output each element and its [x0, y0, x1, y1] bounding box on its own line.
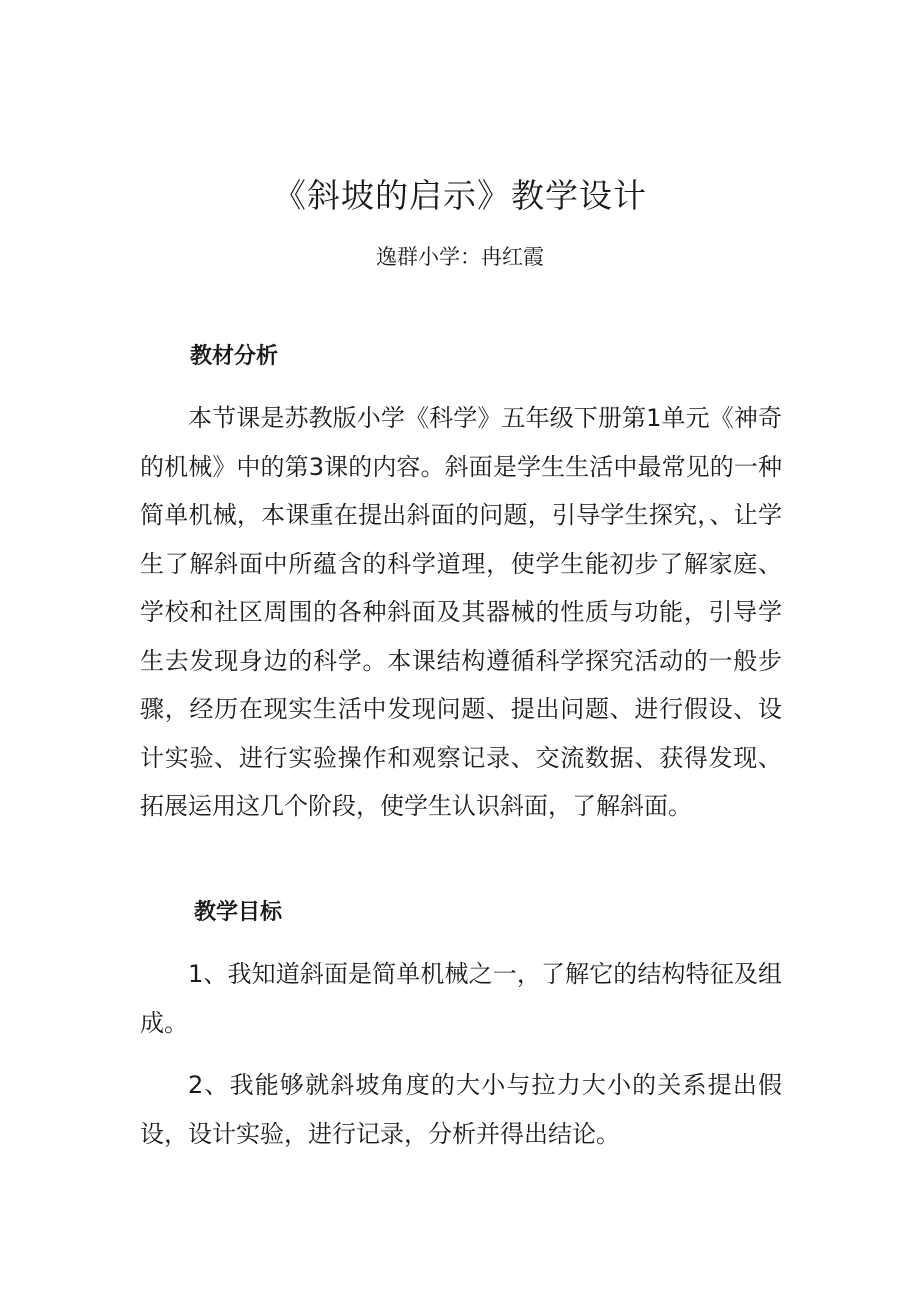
document-title: 《斜坡的启示》教学设计	[273, 176, 647, 215]
section-heading-material-analysis: 教材分析	[190, 344, 279, 369]
paragraph-teaching-goal-2: 2、我能够就斜坡角度的大小与拉力大小的关系提出假设，设计实验，进行记录，分析并得出结论。	[140, 1071, 782, 1148]
section-heading-teaching-goals: 教学目标	[194, 900, 283, 925]
paragraph-material-analysis: 本节课是苏教版小学《科学》五年级下册第1单元《神奇的机械》中的第3课的内容。斜面是学生生活中最常见的一种简单机械，本课重在提出斜面的问题，引导学生探究，、让学生了解斜面中所蕴含的科学道理，使学生能初步了解家庭、学校和社区周围的各种斜面及其器械的性质与功能，引导学生去发现身边的科学。本课结构遵循科学探究活动的一般步骤，经历在现实生活中发现问题、提出问题、进行假设、设计实验、进行实验操作和观察记录、交流数据、获得发现、拓展运用这几个阶段，使学生认识斜面，了解斜面。	[140, 404, 782, 820]
document-author: 逸群小学：冉红霞	[376, 245, 544, 269]
paragraph-teaching-goal-1: 1、我知道斜面是简单机械之一，了解它的结构特征及组成。	[140, 960, 782, 1037]
